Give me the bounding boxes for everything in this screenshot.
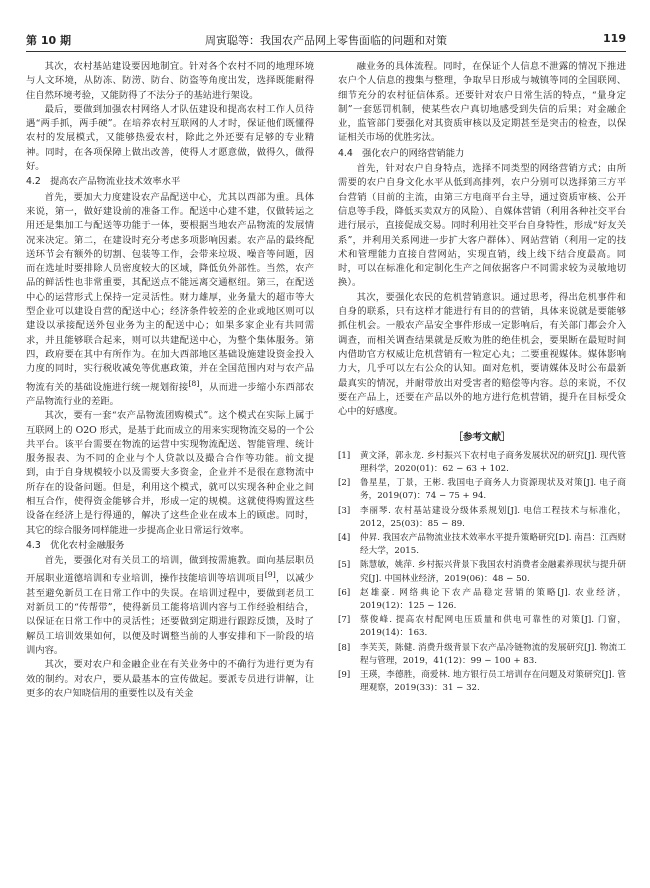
paragraph: 其次，农村基站建设要因地制宜。针对各个农村不同的地理环境与人文环境，从防冻、防涝、防台、防盗等角度出发，选择既能耐得住自然环境考验，又能防得了不法分子的基站进行架设。 <box>26 61 314 101</box>
paragraph: 首先，针对农户自身特点，选择不同类型的网络营销方式；由所需要的农户自身文化水平从低到高排列，农户分别可以选择第三方平台营销（目前的主流，由第三方电商平台主导，通过资质审核、公开信息等手段，降低买卖双方的风险）、自媒体营销（利用各种社交平台进行展示，直接促成交易。同时利用社交平台自身特性，形成“好友关系”，并利用关系网进一步扩大客户群体）、网站营销（利用一定的技术和管理能力直接自营网站，实现直销，线上线下结合度最高。同时，可以在标准化和定制化生产之间依据客户不同需求较为灵敏地切换）。 <box>338 163 626 289</box>
paragraph: 融业务的具体流程。同时，在保证个人信息不泄露的情况下推进农户个人信息的搜集与整理，争取早日形成与城镇等同的全国联网、细节充分的农村征信体系。还要针对农户日常生活的特点，“量身定制”一套惩罚机制，使某些农户真切地感受到失信的后果；对金融企业，监管部门要强化对其资质审核以及定期甚至是突击的检查，以保证相关市场的优胜劣汰。 <box>338 61 626 144</box>
reference-item: [9] 王瑛，李德胜，商爱林. 地方银行员工培训存在问题及对策研究[J]. 管理观察，2019(33)：31 − 32. <box>338 669 626 694</box>
reference-item: [1] 黄文泽，郭永龙. 乡村振兴下农村电子商务发展状况的研究[J]. 现代管理科学，2020(01)：62 − 63 + 102. <box>338 450 626 474</box>
issue-number: 第 10 期 <box>26 34 71 47</box>
reference-item: [5] 陈慧敏，姚萍. 乡村振兴背景下我国农村消费者金融素养现状与提升研究[J]. 中国林业经济，2019(06)：48 − 50. <box>338 560 626 584</box>
citation-mark: [8] <box>188 378 200 388</box>
page-number: 119 <box>603 32 626 45</box>
paragraph: 最后，要做到加强农村网络人才队伍建设和提高农村工作人员待遇“两手抓，两手硬”。在培养农村互联网的人才时，保证他们既懂得农村的发展模式，又能够热爱农村，除此之外还要有足够的专业精神。同时，在各项保障上做出改善，使得人才愿意做，做得久，做得好。 <box>26 103 314 173</box>
paragraph: 其次，要强化农民的危机营销意识。通过思考，得出危机事件和自身的联系，只有这样才能进行有目的的营销，具体来说就是要能够抓住机会。一般农产品安全事件形成一定影响后，有关部门都会介入调查，而相关调查结果就是反败为胜的绝佳机会，要果断在最短时间内借助官方权威让危机营销有一粒定心丸；二要重视媒体。媒体影响力大，几乎可以左右公众的认知。面对危机，要请媒体及时公布最新最真实的情况，并耐带放出对受害者的赔偿等内容。总的来说，不仅要在产品上，还要在产品以外的地方进行危机营销，提升在目标受众心中的好感度。 <box>338 291 626 418</box>
reference-item: [6] 赵雄豪. 网络典论下农产品稳定营销的策略[J]. 农业经济，2019(12)：125 − 126. <box>338 587 626 611</box>
citation-mark: [9] <box>264 570 276 580</box>
section-heading: 4.3 优化农村金融服务 <box>26 539 125 551</box>
reference-item: [3] 李丽琴. 农村基站建设分级体系规划[J]. 电信工程技术与标准化，2012，25(03)：85 − 89. <box>338 505 626 529</box>
reference-item: [8] 李芙芙，陈健. 消费升级背景下农产品冷链物流的发展研究[J]. 物流工程与管理，2019，41(12)：99 − 100 + 83. <box>338 642 626 666</box>
reference-item: [7] 蔡俊峰. 提高农村配网电压质量和供电可靠性的对策[J]. 门窗，2019(14)：163. <box>338 615 626 639</box>
paragraph: 其次，要对农户和金融企业在有关业务中的不确行为进行更为有效的制约。对农户，要从最基本的宣传做起。要派专员进行讲解，让更多的农户知晓信用的重要性以及有关金 <box>26 659 314 699</box>
reference-item: [4] 仲昇. 我国农产品物流业技术效率水平提升策略研究[D]. 南昌：江西财经大学，2015. <box>338 532 626 557</box>
right-column <box>338 60 626 696</box>
section-heading: 4.4 强化农户的网络营销能力 <box>338 147 465 159</box>
left-column <box>26 60 314 701</box>
paragraph: 其次，要有一套“农产品物流团购模式”。这个模式在实际上属于互联网上的 O2O 形式，是基于此而成立的用来实现物流交易的一个公共平台。该平台需要在物流的运营中实现物流配送、智能管理、统计服务报表、为不同的企业与个人贷款以及撮合合作等功能。前文提到，由于自身规模较小以及需要大多资金，企业并不是很在意物流中所存在的设备问题。但是，利用这个模式，就可以实现各种企业之间相互合作，使得资金能够合并，形成一定的规模。这就使得购置这些设备在经济上是行得通的，解决了这些企业在成本上的顾虑。同时，其它的综合服务同样能进一步提高企业日常运行效率。 <box>26 410 314 536</box>
references-title: ［参考文献］ <box>453 432 511 444</box>
paragraph: 首先，要强化对有关员工的培训，做到按需施教。面向基层职员开展职业道德培训和专业培训，操作技能培训等培训项目[9]，以减少甚至避免新员工在日常工作中的失误。在培训过程中，要做到老员工对新员工的“传帮带”，使得新员工能将培训内容与工作经验相结合，以保证在日常工作中的灵活性；还要做到定期进行跟踪反馈，及时了解员工培训效果如何，以便及时调整当前的人事安排和下一阶段的培训内容。 <box>26 555 314 657</box>
header-rule <box>26 51 626 52</box>
running-header <box>26 32 626 50</box>
section-heading: 4.2 提高农产品物流业技术效率水平 <box>26 176 181 188</box>
running-title: 周寅聪等：我国农产品网上零售面临的问题和对策 <box>205 34 447 47</box>
reference-list <box>338 450 626 696</box>
reference-item: [2] 鲁星星，丁景，王彬. 我国电子商务人力资源现状及对策[J]. 电子商务，2019(07)：74 − 75 + 94. <box>338 478 626 502</box>
paragraph: 首先，要加大力度建设农产品配送中心，尤其以西部为重。具体来说，第一，做好建设前的准备工作。配送中心建不建，仅做转运之用还是集加工与配送等功能于一体，要根据当地农产品物流的发展情况来决定。第二，在建设时充分考虑多项影响因素。农产品的最终配送环节会有额外的切割、包装等工作，会带来垃圾、噪音等问题，因而在选址时要排除人员密度较大的区域，降低负外部性。当然，农产品的鲜活性也非常重要，其配送点不能远离交通枢纽。第三，在配送中心的运营形式上保持一定灵活性。财力雄厚，业务量大的超市等大型企业可以建设自营的配送中心；经济条件较差的企业或地区则可以建设以承接配送外包业务为主的配送中心；如果多家企业有共同需求，并且能够联合起来，则可以共建配送中心，为整个集体服务。第四，政府要在其中有所作为。在加大西部地区基础设施建设资金投入力度的同时，实行税收减免等优惠政策，并在全国范围内对与农产品物流有关的基础设施进行统一规划衔接[8]，从而进一步缩小东西部农产品物流行业的差距。 <box>26 191 314 407</box>
